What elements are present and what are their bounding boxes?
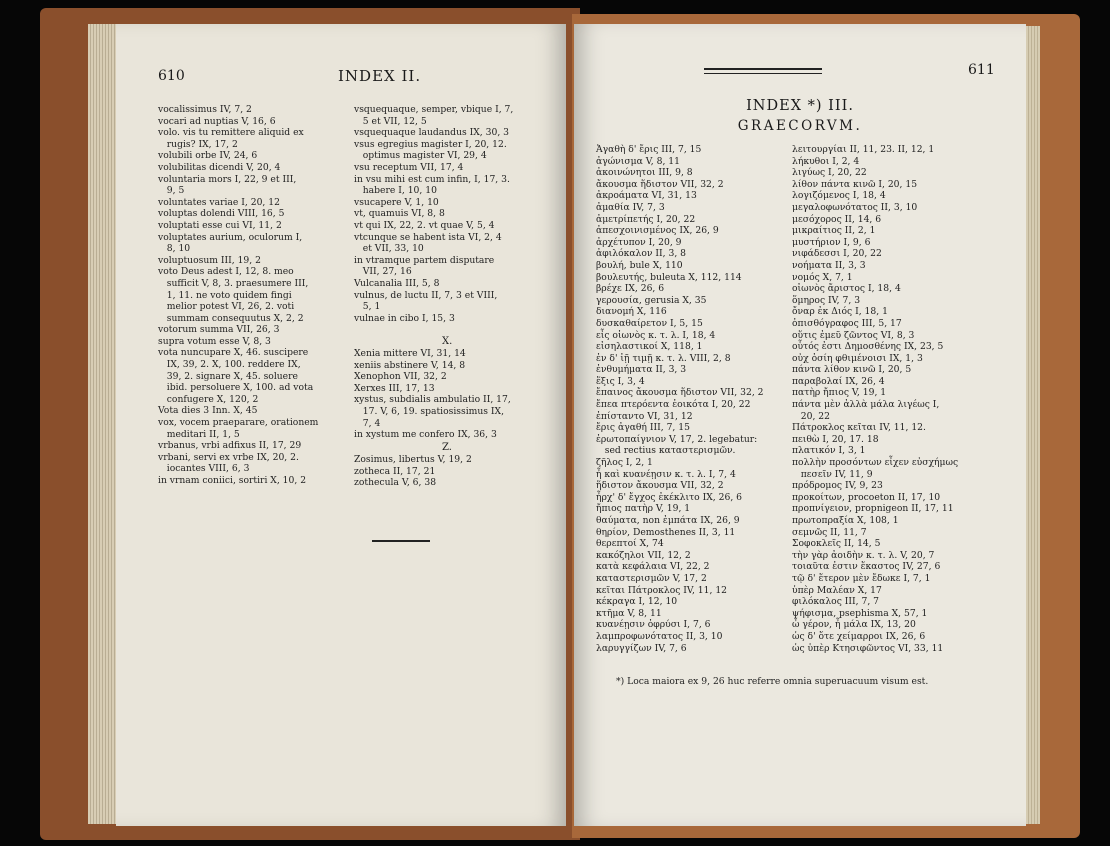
- index-entry: vrbani, servi ex vrbe IX, 20, 2.: [158, 451, 299, 463]
- index-entry: IX, 39, 2. X, 100. reddere IX,: [158, 359, 301, 371]
- index-entry: zotheca II, 17, 21: [354, 465, 436, 477]
- index-entry: vsus egregius magister I, 20, 12.: [354, 138, 507, 150]
- index-entry: vsquequaque laudandus IX, 30, 3: [354, 127, 510, 139]
- index-entry: volubili orbe IV, 24, 6: [158, 150, 258, 162]
- header-rule-bottom: [704, 73, 822, 74]
- index-entry: ἐρωτοπαίγνιον V, 17, 2. legebatur:: [596, 433, 758, 445]
- index-entry: ἐν δ' ἰῇ τιμῇ κ. τ. λ. VIII, 2, 8: [596, 352, 731, 364]
- index-entry: ἤπιος πατὴρ V, 19, 1: [596, 503, 691, 515]
- index-entry: προκοίτων, procoeton II, 17, 10: [792, 491, 941, 503]
- index-entry: 8, 10: [158, 243, 191, 255]
- index-entry: θηρίον, Demosthenes II, 3, 11: [596, 526, 736, 538]
- open-book: [40, 8, 1080, 840]
- index-entry: ἦ καὶ κυανέῃσιν κ. τ. λ. I, 7, 4: [596, 468, 736, 480]
- end-rule: [372, 540, 430, 542]
- index-entry: vt, quamuis VI, 8, 8: [354, 208, 445, 220]
- index-entry: Σοφοκλεῖς II, 14, 5: [792, 538, 881, 550]
- index-entry: λογιζόμενος I, 18, 4: [792, 190, 886, 202]
- index-entry: et VII, 33, 10: [354, 243, 424, 255]
- index-entry: confugere X, 120, 2: [158, 393, 259, 405]
- right-page-edges: [1026, 26, 1040, 824]
- left-index-column-1: [158, 104, 358, 487]
- index-entry: ibid. persoluere X, 100. ad vota: [158, 382, 314, 394]
- index-entry: κέκραγα I, 12, 10: [596, 596, 678, 608]
- index-entry: vtcunque se habent ista VI, 2, 4: [354, 231, 502, 243]
- index-entry: βρέχε IX, 26, 6: [596, 283, 665, 295]
- index-entry: νοήματα II, 3, 3: [792, 259, 866, 271]
- index-entry: vsucapere V, 1, 10: [354, 196, 439, 208]
- index-entry: μεσόχορος II, 14, 6: [792, 213, 882, 225]
- index-entry: Xenia mittere VI, 31, 14: [354, 348, 466, 359]
- index-entry: νομός X, 7, 1: [792, 271, 853, 283]
- index-entry: ἔρις ἀγαθή III, 7, 15: [596, 422, 690, 434]
- index-entry: οἰωνὸς ἄριστος I, 18, 4: [792, 283, 901, 295]
- index-entry: xystus, subdialis ambulatio II, 17,: [354, 394, 511, 406]
- index-entry: ἀμαθία IV, 7, 3: [596, 201, 665, 213]
- left-running-header: INDEX II.: [338, 67, 422, 85]
- left-page-number: 610: [158, 68, 185, 84]
- index-entry: Xenophon VII, 32, 2: [354, 371, 447, 383]
- index-entry: iocantes VIII, 6, 3: [158, 463, 250, 475]
- index-entry: ἀκοινώνητοι III, 9, 8: [596, 167, 693, 179]
- index-entry: μεγαλοφωνότατος II, 3, 10: [792, 201, 918, 213]
- index-entry: ἀρχέτυπον I, 20, 9: [596, 236, 682, 248]
- index-entry: vt qui IX, 22, 2. vt quae V, 5, 4: [354, 219, 495, 231]
- index-entry: vocari ad nuptias V, 16, 6: [158, 115, 276, 127]
- index-entry: βουλευτής, buleuta X, 112, 114: [596, 271, 742, 283]
- index-entry: ὀπισθόγραφος III, 5, 17: [792, 317, 902, 329]
- right-page-number: 611: [968, 62, 995, 78]
- index-entry: volubilitas dicendi V, 20, 4: [158, 161, 281, 173]
- index-entry: κατὰ κεφάλαια VI, 22, 2: [596, 561, 710, 573]
- index-entry: Vota dies 3 Inn. X, 45: [158, 405, 258, 417]
- index-entry: λαμπροφωνότατος II, 3, 10: [596, 630, 723, 642]
- index-entry: σεμνῶς II, 11, 7: [792, 526, 867, 538]
- index-entry: meditari II, 1, 5: [158, 428, 240, 440]
- index-entry: voluntaria mors I, 22, 9 et III,: [158, 173, 297, 185]
- index-entry: in vtramque partem disputare: [354, 254, 495, 266]
- index-entry: vsquequaque, semper, vbique I, 7,: [354, 104, 514, 115]
- index-entry: ὄναρ ἐκ Διός I, 18, 1: [792, 306, 888, 318]
- index-entry: 20, 22: [792, 410, 830, 422]
- index-entry: VII, 27, 16: [354, 266, 412, 278]
- left-index-column-2: [354, 104, 554, 324]
- index-entry: 1, 11. ne voto quidem fingi: [158, 289, 292, 301]
- index-entry: voluntates variae I, 20, 12: [158, 196, 280, 208]
- index-entry: Vulcanalia III, 5, 8: [354, 277, 440, 289]
- index-entry: ἐνθυμήματα II, 3, 3: [596, 364, 687, 376]
- index-entry: οὕτις ἐμεῦ ζῶντος VI, 8, 3: [792, 329, 915, 341]
- right-index-column-1: [596, 144, 786, 654]
- index-entry: βουλή, bule X, 110: [596, 259, 683, 271]
- index-entry: οὗτός ἐστι Δημοσθένης IX, 23, 5: [792, 341, 944, 353]
- index-subtitle: GRAECORVM.: [737, 118, 863, 134]
- index-entry: ὦ γέρον, ἦ μάλα IX, 13, 20: [792, 619, 916, 631]
- index-entry: ἄκουσμα ἥδιστον VII, 32, 2: [596, 178, 724, 190]
- index-entry: πρόδρομος IV, 9, 23: [792, 480, 883, 492]
- index-entry: τοιαῦτα ἐστιν ἕκαστος IV, 27, 6: [792, 561, 941, 573]
- index-entry: λίθον πάντα κινῶ I, 20, 15: [792, 178, 918, 190]
- index-entry: voluptates aurium, oculorum I,: [158, 231, 303, 243]
- index-entry: ψήφισμα, psephisma X, 57, 1: [792, 607, 928, 619]
- index-entry: ἦρχ' δ' ἔγχος ἐκέκλιτο IX, 26, 6: [596, 491, 743, 503]
- index-entry: 5, 1: [354, 301, 381, 313]
- index-entry: ὑπὲρ Μαλέαν X, 17: [792, 584, 882, 596]
- index-entry: 7, 4: [354, 417, 381, 429]
- index-entry: λήκυθοι I, 2, 4: [792, 155, 860, 167]
- index-entry: in vrnam coniici, sortiri X, 10, 2: [158, 475, 307, 486]
- index-entry: ὡς ὑπὲρ Κτησιφῶντος VI, 33, 11: [792, 642, 944, 654]
- right-index-column-2: [792, 144, 992, 654]
- index-entry: in xystum me confero IX, 36, 3: [354, 429, 497, 441]
- index-entry: vota nuncupare X, 46. suscipere: [158, 347, 309, 359]
- index-entry: in vsu mihi est cum infin, I, 17, 3.: [354, 173, 510, 185]
- index-entry: Zosimus, libertus V, 19, 2: [354, 454, 472, 465]
- index-entry: πεσεῖν IV, 11, 9: [792, 468, 873, 480]
- index-entry: δυσκαθαίρετον I, 5, 15: [596, 317, 703, 329]
- index-title: INDEX *) III.: [746, 98, 854, 114]
- index-entry: sed rectius καταστερισμῶν.: [596, 445, 736, 457]
- index-entry: 17. V, 6, 19. spatiosissimus IX,: [354, 405, 504, 417]
- index-entry: supra votum esse V, 8, 3: [158, 335, 271, 347]
- index-entry: ὡς δ' ὅτε χείμαρροι IX, 26, 6: [792, 630, 926, 642]
- index-entry: zothecula V, 6, 38: [354, 477, 437, 489]
- index-entry: Ἀγαθὴ δ' ἔρις III, 7, 15: [596, 144, 702, 155]
- index-entry: πολλὴν προσόντων εἶχεν εὐσχήμως: [792, 457, 959, 469]
- index-entry: λιγύως I, 20, 22: [792, 167, 867, 179]
- index-entry: sufficit V, 8, 3. praesumere III,: [158, 277, 309, 289]
- index-entry: κεῖται Πάτροκλος IV, 11, 12: [596, 584, 728, 596]
- index-entry: θαύματα, non ἐμπάτα IX, 26, 9: [596, 515, 740, 526]
- index-entry: εἰσηλαστικοί X, 118, 1: [596, 341, 703, 353]
- index-entry: vocalissimus IV, 7, 2: [158, 104, 252, 115]
- index-entry: τὴν γὰρ ἀοιδὴν κ. τ. λ. V, 20, 7: [792, 549, 935, 561]
- index-entry: votorum summa VII, 26, 3: [158, 324, 280, 336]
- index-entry: vrbanus, vrbi adfixus II, 17, 29: [158, 440, 302, 452]
- index-entry: λαρυγγίζων IV, 7, 6: [596, 642, 687, 654]
- index-entry: voluptati esse cui VI, 11, 2: [158, 219, 282, 231]
- index-entry: πρωτοπραξία X, 108, 1: [792, 515, 899, 526]
- index-entry: habere I, 10, 10: [354, 185, 437, 197]
- index-entry: παραβολαί IX, 26, 4: [792, 375, 885, 387]
- index-entry: μικραίτιος II, 2, 1: [792, 225, 876, 237]
- index-entry: voto Deus adest I, 12, 8. meo: [158, 266, 294, 278]
- index-entry: τῷ δ' ἕτερον μὲν ἔδωκε I, 7, 1: [792, 572, 931, 584]
- index-entry: 39, 2. signare X, 45. soluere: [158, 370, 298, 382]
- left-index-column-2-x: [354, 348, 554, 441]
- index-entry: ἔπεα πτερόεντα ἐοικότα I, 20, 22: [596, 399, 751, 411]
- index-entry: ἀφιλόκαλον II, 3, 8: [596, 248, 687, 260]
- index-entry: Xerxes III, 17, 13: [354, 382, 435, 394]
- left-page: [116, 24, 566, 826]
- index-entry: volo. vis tu remittere aliquid ex: [158, 127, 304, 139]
- index-entry: εἶς οἰωνὸς κ. τ. λ. I, 18, 4: [596, 329, 716, 341]
- section-letter-x: X.: [442, 336, 453, 347]
- index-entry: φιλόκαλος III, 7, 7: [792, 596, 880, 608]
- index-entry: voluptas dolendi VIII, 16, 5: [158, 208, 285, 220]
- index-entry: xeniis abstinere V, 14, 8: [354, 359, 466, 371]
- index-entry: πατὴρ ἤπιος V, 19, 1: [792, 387, 887, 399]
- header-rule-top: [704, 68, 822, 70]
- index-entry: θερεπτοί X, 74: [596, 538, 664, 550]
- index-entry: πάντα λίθον κινῶ I, 20, 5: [792, 364, 912, 376]
- index-entry: vox, vocem praeparare, orationem: [158, 417, 319, 429]
- index-entry: voluptuosum III, 19, 2: [158, 254, 261, 266]
- index-entry: ὅμηρος IV, 7, 3: [792, 294, 861, 306]
- index-entry: ζῆλος I, 2, 1: [596, 457, 653, 469]
- index-entry: 5 et VII, 12, 5: [354, 115, 427, 127]
- index-entry: διανομή X, 116: [596, 306, 667, 318]
- right-page: [574, 24, 1026, 826]
- footnote: *) Loca maiora ex 9, 26 huc referre omnia superuacuum visum est.: [616, 676, 929, 687]
- index-entry: ἀκροάματα VI, 31, 13: [596, 190, 697, 202]
- index-entry: 9, 5: [158, 185, 185, 197]
- index-entry: ἐπίσταντο VI, 31, 12: [596, 410, 693, 422]
- section-letter-z: Z.: [442, 442, 452, 453]
- index-entry: Πάτροκλος κεῖται IV, 11, 12.: [792, 422, 926, 434]
- index-entry: γερουσία, gerusia X, 35: [596, 294, 707, 306]
- index-entry: πειθὼ I, 20, 17. 18: [792, 433, 879, 445]
- index-entry: ἔπαινος ἄκουσμα ἥδιστον VII, 32, 2: [596, 387, 764, 399]
- index-entry: ἕξις I, 3, 4: [596, 375, 645, 387]
- index-entry: νιφάδεσσι I, 20, 22: [792, 248, 882, 260]
- index-entry: προπνίγειον, propnigeon II, 17, 11: [792, 503, 954, 515]
- index-entry: vulnae in cibo I, 15, 3: [354, 312, 455, 324]
- index-entry: κτῆμα V, 8, 11: [596, 607, 662, 619]
- index-entry: κυανέῃσιν ὀφρύσι I, 7, 6: [596, 619, 711, 631]
- left-index-column-2-z: [354, 454, 554, 489]
- index-entry: ἀπεσχοινισμένος IX, 26, 9: [596, 225, 719, 237]
- index-entry: ἥδιστον ἄκουσμα VII, 32, 2: [596, 480, 724, 492]
- index-entry: ἀμετρίπετής I, 20, 22: [596, 213, 696, 225]
- index-entry: λειτουργίαι II, 11, 23. II, 12, 1: [792, 144, 935, 155]
- index-entry: ἀγώνισμα V, 8, 11: [596, 155, 680, 167]
- index-entry: κακόζηλοι VII, 12, 2: [596, 549, 691, 561]
- index-entry: μυστήριον I, 9, 6: [792, 236, 871, 248]
- index-entry: melior potest VI, 26, 2. voti: [158, 301, 295, 313]
- index-entry: rugis? IX, 17, 2: [158, 138, 238, 150]
- index-entry: πάντα μὲν ἀλλὰ μάλα λιγέως I,: [792, 399, 940, 411]
- index-entry: summam consequutus X, 2, 2: [158, 312, 304, 324]
- index-entry: vulnus, de luctu II, 7, 3 et VIII,: [354, 289, 498, 301]
- index-entry: optimus magister VI, 29, 4: [354, 150, 487, 162]
- index-entry: vsu receptum VII, 17, 4: [354, 161, 464, 173]
- index-entry: καταστερισμῶν V, 17, 2: [596, 572, 707, 584]
- index-entry: πλατικόν I, 3, 1: [792, 445, 866, 457]
- index-entry: οὐχ ὁσίη φθιμένοισι IX, 1, 3: [792, 352, 923, 364]
